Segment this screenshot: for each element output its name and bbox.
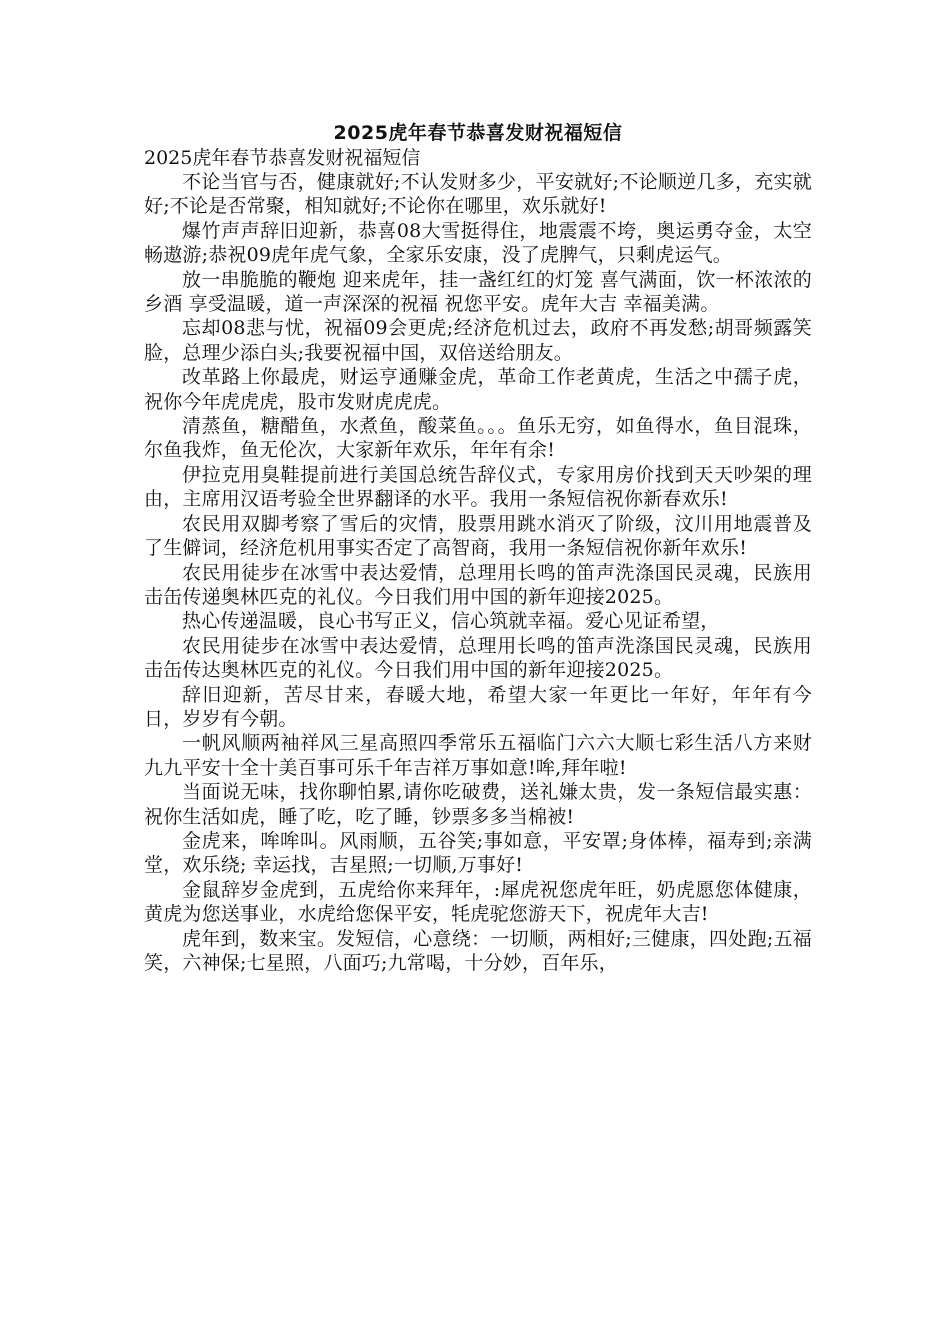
paragraph: 虎年到，数来宝。发短信，心意绕：一切顺，两相好;三健康，四处跑;五福笑，六神保;七星照，八面巧;九常喝，十分妙，百年乐， [144, 927, 812, 974]
paragraph: 热心传递温暖，良心书写正义，信心筑就幸福。爱心见证希望， [182, 610, 720, 633]
paragraph: 清蒸鱼，糖醋鱼，水煮鱼，酸菜鱼。。。鱼乐无穷，如鱼得水，鱼目混珠，尔鱼我炸，鱼无伦次，大家新年欢乐，年年有余! [144, 415, 812, 462]
paragraph: 农民用徒步在冰雪中表达爱情，总理用长鸣的笛声洗涤国民灵魂，民族用击缶传达奥林匹克的礼仪。今日我们用中国的新年迎接2025。 [144, 634, 812, 682]
paragraph: 不论当官与否，健康就好;不认发财多少，平安就好;不论顺逆几多，充实就好;不论是否常聚，相知就好;不论你在哪里，欢乐就好! [144, 171, 812, 218]
paragraph: 忘却08悲与忧，祝福09会更虎;经济危机过去，政府不再发愁;胡哥频露笑脸，总理少添白头;我要祝福中国，双倍送给朋友。 [144, 317, 812, 364]
paragraph: 金鼠辞岁金虎到，五虎给你来拜年，:犀虎祝您虎年旺，奶虎愿您体健康，黄虎为您送事业，水虎给您保平安，牦虎驼您游天下，祝虎年大吉! [144, 878, 812, 926]
document-page [144, 120, 812, 975]
paragraph: 农民用徒步在冰雪中表达爱情，总理用长鸣的笛声洗涤国民灵魂，民族用击缶传递奥林匹克的礼仪。今日我们用中国的新年迎接2025。 [144, 561, 812, 608]
paragraph: 改革路上你最虎，财运亨通赚金虎，革命工作老黄虎，生活之中孺子虎，祝你今年虎虎虎，股市发财虎虎虎。 [144, 366, 812, 413]
paragraph: 爆竹声声辞旧迎新，恭喜08大雪挺得住，地震震不垮，奥运勇夺金，太空畅遨游;恭祝09虎年虎气象，全家乐安康，没了虎脾气，只剩虎运气。 [144, 219, 812, 267]
paragraph: 金虎来，哞哞叫。风雨顺，五谷笑;事如意，平安罩;身体棒，福寿到;亲满堂，欢乐绕; 幸运找，吉星照;一切顺,万事好! [144, 829, 812, 877]
paragraph: 伊拉克用臭鞋提前进行美国总统告辞仪式，专家用房价找到天天吵架的理由，主席用汉语考验全世界翻译的水平。我用一条短信祝你新春欢乐! [144, 463, 812, 511]
paragraph: 一帆风顺两袖祥风三星高照四季常乐五福临门六六大顺七彩生活八方来财九九平安十全十美百事可乐千年吉祥万事如意!哞,拜年啦! [144, 732, 812, 779]
document-title: 2025虎年春节恭喜发财祝福短信 [333, 122, 623, 144]
paragraph: 辞旧迎新，苦尽甘来，春暖大地，希望大家一年更比一年好，年年有今日，岁岁有今朝。 [144, 683, 812, 730]
document-subtitle: 2025虎年春节恭喜发财祝福短信 [144, 147, 421, 169]
paragraph: 农民用双脚考察了雪后的灾情，股票用跳水消灭了阶级，汶川用地震普及了生僻词，经济危机用事实否定了高智商，我用一条短信祝你新年欢乐! [144, 512, 812, 560]
paragraph: 当面说无味，找你聊怕累,请你吃破费，送礼嫌太贵，发一条短信最实惠：祝你生活如虎，睡了吃，吃了睡，钞票多多当棉被! [144, 781, 812, 828]
paragraph: 放一串脆脆的鞭炮 迎来虎年，挂一盏红红的灯笼 喜气满面，饮一杯浓浓的乡酒 享受温暖，道一声深深的祝福 祝您平安。虎年大吉 幸福美满。 [144, 268, 812, 316]
